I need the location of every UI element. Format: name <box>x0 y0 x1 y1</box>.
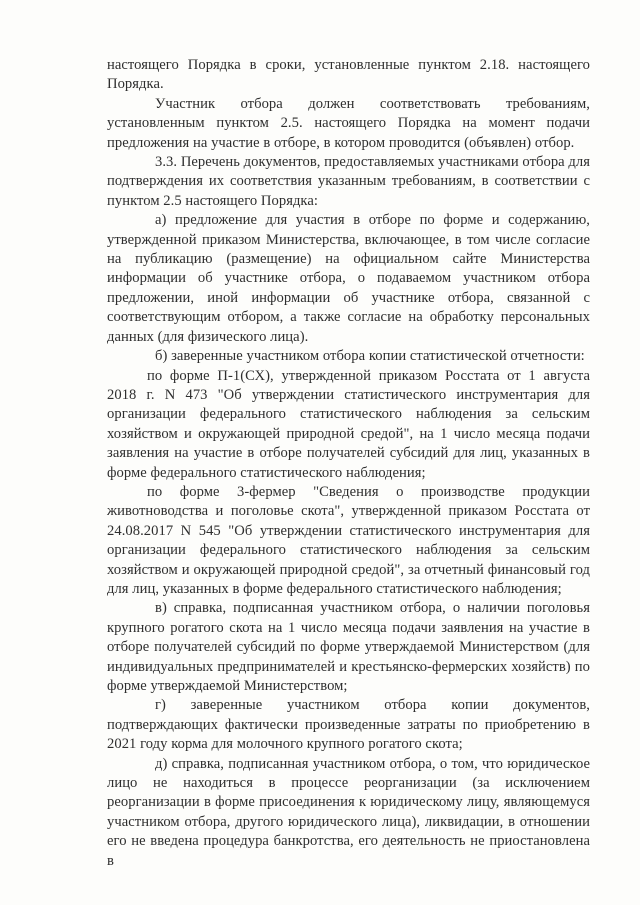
paragraph-participant-requirements: Участник отбора должен соответствовать требованиям, установленным пунктом 2.5. настоящего Порядка на момент подачи предложения на участие в отборе, в котором проводится (объявлен) отбор. <box>107 95 590 151</box>
paragraph-item-a: а) предложение для участия в отборе по форме и содержанию, утвержденной приказом Министерства, включающее, в том числе согласие на публикацию (размещение) на официальном сайте Министерства информации об участнике отбора, о подаваемом участником отбора предложении, иной информации об участнике отбора, связанной с соответствующим отбором, а также согласие на обработку персональных данных (для физического лица). <box>107 212 590 345</box>
paragraph-item-b: б) заверенные участником отбора копии статистической отчетности: <box>155 348 585 365</box>
paragraph-form-3-fermer: по форме 3-фермер "Сведения о производстве продукции животноводства и поголовье скота", утвержденной приказом Росстата от 24.08.2017 N 545 "Об утверждении статистического инструментария для организации федерального статистического наблюдения за сельским хозяйством и окружающей природной средой", за отчетный финансовый год для лиц, указанных в форме федерального статистического наблюдения; <box>107 483 590 597</box>
paragraph-form-p1: по форме П-1(СХ), утвержденной приказом Росстата от 1 августа 2018 г. N 473 "Об утверждении статистического инструментария для организации федерального статистического наблюдения за сельским хозяйством и окружающей природной средой", на 1 число месяца подачи заявления на участие в отборе получателей субсидий для лиц, указанных в форме федерального статистического наблюдения; <box>107 367 590 481</box>
paragraph-3-3-documents-list: 3.3. Перечень документов, предоставляемых участниками отбора для подтверждения их соответствия указанным требованиям, в соответствии с пунктом 2.5 настоящего Порядка: <box>107 154 590 209</box>
paragraph-item-d: д) справка, подписанная участником отбора, о том, что юридическое лицо не находиться в процессе реорганизации (за исключением реорганизации в форме присоединения к юридическому лицу, являющемуся участником отбора, другого юридического лица), ликвидации, в отношении его не введена процедура банкротства, его деятельность не приостановлена в <box>107 755 590 869</box>
paragraph-item-g: г) заверенные участником отбора копии документов, подтверждающих фактически произведенные затраты по приобретению в 2021 году корма для молочного крупного рогатого скота; <box>107 697 590 753</box>
paragraph-continuation: настоящего Порядка в сроки, установленные пунктом 2.18. настоящего Порядка. <box>107 57 590 93</box>
paragraph-item-v: в) справка, подписанная участником отбора, о наличии поголовья крупного рогатого скота на 1 число месяца подачи заявления на участие в отборе получателей субсидий по форме утверждаемой Министерством (для индивидуальных предпринимателей и крестьянско-фермерских хозяйств) по форме утверждаемой Министерством; <box>107 600 590 694</box>
